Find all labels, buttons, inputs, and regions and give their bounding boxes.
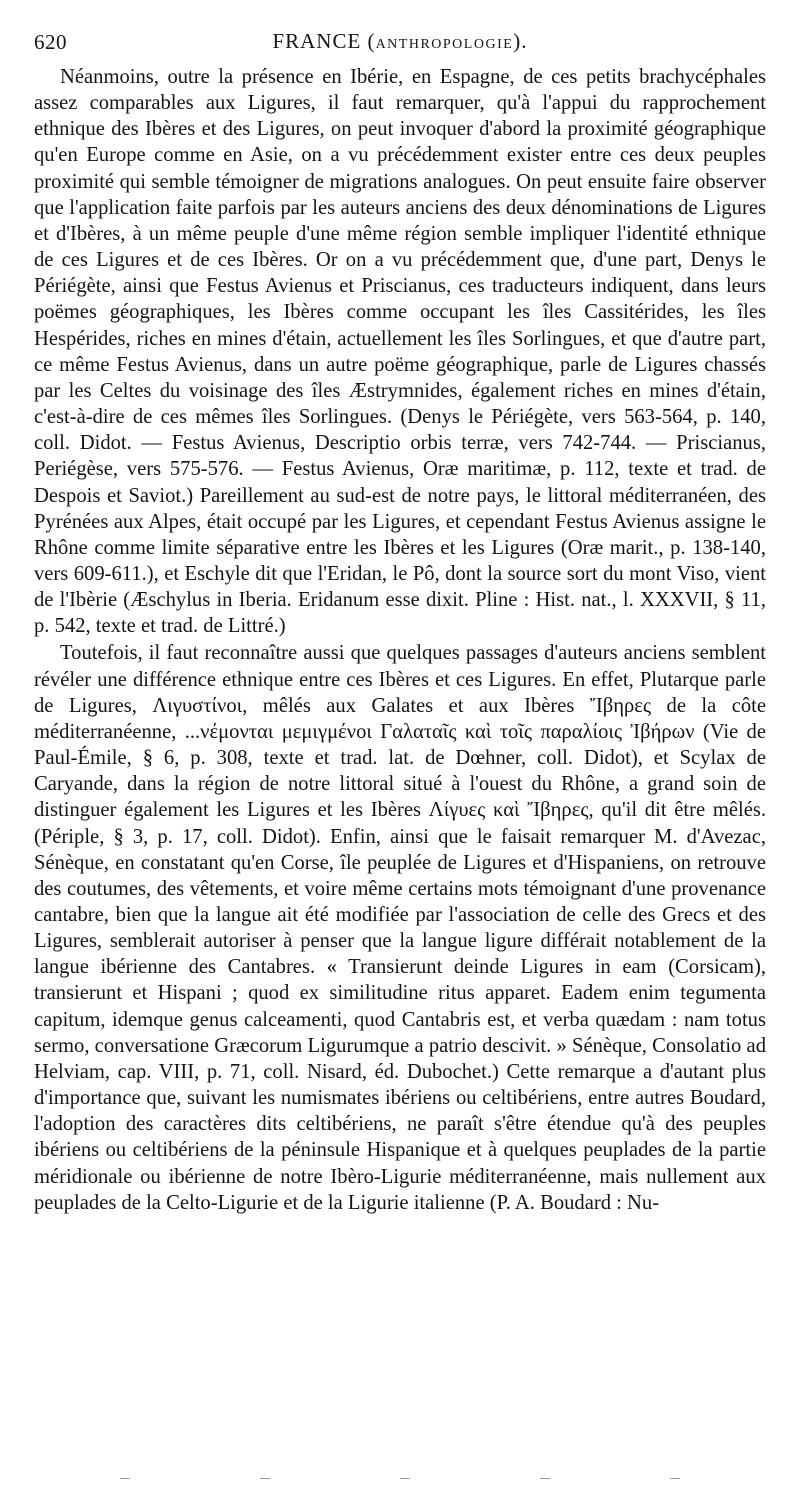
page-number: 620 — [34, 30, 67, 54]
page-header — [34, 22, 766, 58]
running-head — [34, 29, 766, 54]
running-head-title: FRANCE ( — [272, 29, 376, 53]
page-bottom-scan-marks — [120, 1478, 680, 1484]
paragraph-2: Toutefois, il faut reconnaître aussi que quelques passages d'auteurs anciens semblent révéler une différence ethnique entre ces Ibères et ces Ligures. En effet, Plutarque parle de Ligures, Λιγυστίνοι, mêlés aux Galates et aux Ibères Ἴβηρες de la côte méditerranéenne, ...νέμονται μεμιγμένοι Γαλαταῖς καὶ τοῖς παραλίοις Ἰβήρων (Vie de Paul-Émile, § 6, p. 308, texte et trad. lat. de Dœhner, coll. Didot), et Scylax de Caryande, dans la région de notre littoral situé à l'ouest du Rhône, a grand soin de distinguer également les Ligures et les Ibères Λίγυες καὶ Ἴβηρες, qu'il dit être mêlés. (Périple, § 3, p. 17, coll. Didot). Enfin, ainsi que le faisait remarquer M. d'Avezac, Sénèque, en constatant qu'en Corse, île peuplée de Ligures et d'Hispaniens, on retrouve des coutumes, des vêtements, et voire même certains mots témoignant d'une provenance cantabre, bien que la langue ait été modifiée par l'association de celle des Grecs et des Ligures, semblerait autoriser à penser que la langue ligure différait notablement de la langue ibérienne des Cantabres. « Transierunt deinde Ligures in eam (Corsicam), transierunt et Hispani ; quod ex similitudine ritus apparet. Eadem enim tegumenta capitum, idemque genus calceamenti, quod Cantabris est, et verba quædam : nam totus sermo, conversatione Græcorum Ligurumque a patrio descivit. » Sénèque, Consolatio ad Helviam, cap. VIII, p. 71, coll. Nisard, éd. Dubochet.) Cette remarque a d'autant plus d'importance que, suivant les numismates ibériens ou celtibériens, entre autres Boudard, l'adoption des caractères dits celtibériens, ne paraît s'être étendue qu'à des peuples ibériens ou celtibériens de la péninsule Hispanique et à quelques peuplades de la partie méridionale ou ibérienne de notre Ibèro-Ligurie méditerranéenne, mais nullement aux peuplades de la Celto-Ligurie et de la Ligurie italienne (P. A. Boudard : Nu- — [34, 642, 766, 1214]
running-head-subtitle: ANTHROPOLOGIE — [375, 37, 514, 52]
body-text — [34, 64, 766, 1216]
document-page — [34, 22, 766, 1216]
paragraph-1: Néanmoins, outre la présence en Ibérie, en Espagne, de ces petits brachycéphales assez comparables aux Ligures, il faut remarquer, qu'à l'appui du rapprochement ethnique des Ibères et des Ligures, on peut invoquer d'abord la proximité géographique qu'en Europe comme en Asie, on a vu précédemment exister entre ces deux peuples proximité qui semble témoigner de migrations analogues. On peut ensuite faire observer que l'application faite parfois par les auteurs anciens des deux dénominations de Ligures et d'Ibères, à un même peuple d'une même région semble impliquer l'identité ethnique de ces Ligures et de ces Ibères. Or on a vu précédemment que, d'une part, Denys le Périégète, ainsi que Festus Avienus et Priscianus, ces traducteurs indiquent, dans leurs poëmes géographiques, les Ibères comme occupant les îles Cassitérides, les îles Hespérides, riches en mines d'étain, actuellement les îles Sorlingues, et que d'autre part, ce même Festus Avienus, dans un autre poëme géographique, parle de Ligures chassés par les Celtes du voisinage des îles Æstrymnides, également riches en mines d'étain, c'est-à-dire de ces mêmes îles Sorlingues. (Denys le Périégète, vers 563-564, p. 140, coll. Didot. — Festus Avienus, Descriptio orbis terræ, vers 742-744. — Priscianus, Periégèse, vers 575-576. — Festus Avienus, Oræ maritimæ, p. 112, texte et trad. de Despois et Saviot.) Pareillement au sud-est de notre pays, le littoral méditerranéen, des Pyrénées aux Alpes, était occupé par les Ligures, et cependant Festus Avienus assigne le Rhône comme limite séparative entre les Ibères et les Ligures (Oræ marit., p. 138-140, vers 609-611.), et Eschyle dit que l'Eridan, le Pô, dont la source sort du mont Viso, vient de l'Ibèrie (Æschylus in Iberia. Eridanum esse dixit. Pline : Hist. nat., l. XXXVII, § 11, p. 542, texte et trad. de Littré.) — [34, 66, 766, 638]
running-head-end: ). — [513, 29, 528, 53]
